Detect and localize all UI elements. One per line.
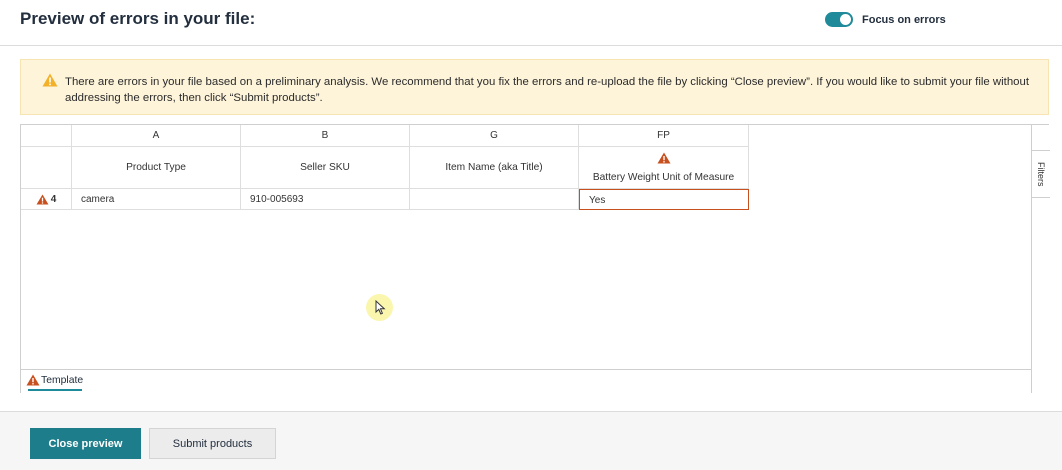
column-letter-g: G — [410, 125, 579, 147]
table-cell-product-type[interactable]: camera — [72, 189, 241, 210]
sheet-tab-active-indicator — [28, 389, 82, 391]
row-number: 4 — [50, 193, 57, 205]
page-header — [0, 0, 1062, 46]
column-header-product-type[interactable]: Product Type — [72, 147, 241, 189]
focus-on-errors-control[interactable] — [825, 12, 946, 27]
sheet-error-icon — [26, 374, 40, 386]
column-header-item-name[interactable]: Item Name (aka Title) — [410, 147, 579, 189]
table-cell-battery-weight-uom[interactable]: Yes — [579, 189, 749, 210]
warning-banner — [20, 59, 1049, 115]
sheet-tab-bar — [21, 369, 1031, 393]
filters-button[interactable] — [1032, 150, 1050, 198]
close-preview-button[interactable]: Close preview — [30, 428, 141, 459]
preview-grid — [20, 124, 1049, 393]
warning-text: There are errors in your file based on a preliminary analysis. We recommend that you fix the errors and re-upload the file by clicking “Close preview”. If you would like to submit your file without addressing the errors, then click “Submit products”. — [65, 76, 1029, 104]
column-header-battery-weight-uom[interactable] — [579, 147, 749, 189]
sheet-tab-label: Template — [41, 374, 84, 386]
page-title: Preview of errors in your file: — [20, 9, 256, 28]
column-letter-a: A — [72, 125, 241, 147]
column-error-icon — [657, 152, 671, 167]
mouse-pointer-icon — [375, 300, 386, 320]
corner-cell — [21, 125, 72, 147]
sheet-tab-template[interactable] — [26, 374, 83, 386]
table-cell-item-name[interactable] — [410, 189, 579, 210]
row-header-corner — [21, 147, 72, 189]
column-letter-b: B — [241, 125, 410, 147]
filters-label: Filters — [1036, 162, 1046, 187]
table-cell-seller-sku[interactable]: 910-005693 — [241, 189, 410, 210]
column-header-label: Battery Weight Unit of Measure — [592, 172, 735, 183]
row-number-cell — [21, 189, 72, 210]
row-error-icon — [36, 194, 49, 205]
page-footer — [0, 411, 1062, 470]
warning-icon — [42, 73, 58, 92]
column-letter-fp: FP — [579, 125, 749, 147]
focus-on-errors-toggle[interactable] — [825, 12, 853, 27]
column-header-seller-sku[interactable]: Seller SKU — [241, 147, 410, 189]
toggle-knob — [840, 14, 851, 25]
filters-panel — [1031, 125, 1049, 393]
focus-on-errors-label: Focus on errors — [862, 13, 946, 26]
submit-products-button[interactable]: Submit products — [149, 428, 276, 459]
